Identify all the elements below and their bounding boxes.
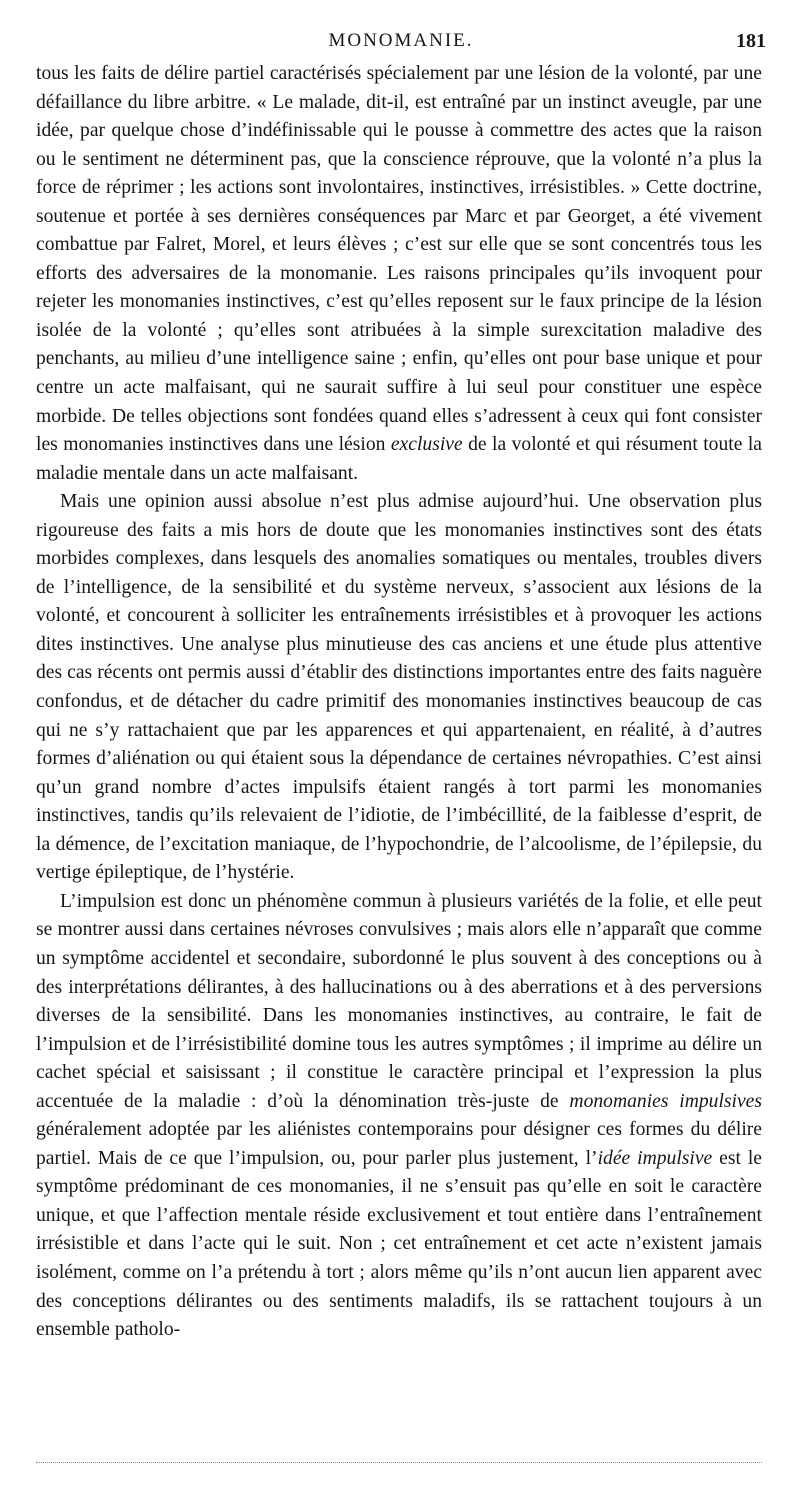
text-run: Mais une opinion aussi absolue n’est plus admise aujourd’hui. Une observation plus rigoureuse des faits a mis hors de doute que les monomanies instinctives sont des états morbides complexes, dans lesquels des anomalies somatiques ou mentales, troubles divers de l’intelligence, de la sensibilité et du système nerveux, s’associent aux lésions de la volonté, et concourent à solliciter les entraînements irrésistibles et à provoquer les actions dites instinctives. Une analyse plus minutieuse des cas anciens et une étude plus attentive des cas récents ont permis aussi d’établir des distinctions importantes entre des faits naguère confondus, et de détacher du cadre primitif des monomanies instinctives beaucoup de cas qui ne s’y rattachaient que par les apparences et qui appartenaient, en réalité, à d’autres formes d’aliénation ou qui étaient sous la dépendance de certaines névropathies. C’est ainsi qu’un grand nombre d’actes impulsifs étaient rangés à tort parmi les monomanies instinctives, tandis qu’ils relevaient de l’idiotie, de l’imbécillité, de la faiblesse d’esprit, de la démence, de l’excitation maniaque, de l’hypochondrie, de l’alcoolisme, de l’épilepsie, du vertige épileptique, de l’hystérie. [36, 491, 762, 884]
page-header [36, 30, 766, 56]
text-run: est le symptôme prédominant de ces monomanies, il ne s’ensuit pas qu’elle en soit le caractère unique, et que l’affection mentale réside exclusivement et tout entière dans l’entraînement irrésistible et dans l’acte qui le suit. Non ; cet entraînement et cet acte n’existent jamais isolément, comme on l’a prétendu à tort ; alors même qu’ils n’ont aucun lien apparent avec des conceptions délirantes ou des sentiments maladifs, ils se rattachent toujours à un ensemble patholo- [36, 1147, 762, 1341]
body-text [36, 60, 762, 1345]
running-title: MONOMANIE. [328, 30, 474, 51]
italic-run: idée impulsive [597, 1147, 713, 1169]
page-number: 181 [736, 30, 766, 52]
italic-run: monomanies impulsives [569, 1090, 762, 1112]
text-run: généralement adoptée par les aliénistes contemporains pour désigner ces formes du délire partiel. Mais de ce que l’impulsion, ou, pour parler plus justement, l’ [36, 1119, 762, 1169]
paragraph-1 [36, 60, 762, 488]
text-run: de la volonté et qui résument toute la maladie mentale dans un acte malfaisant. [36, 434, 762, 484]
paragraph-2 [36, 488, 762, 888]
italic-run: exclusive [390, 434, 463, 456]
paragraph-3 [36, 888, 762, 1345]
text-run: tous les faits de délire partiel caractérisés spécialement par une lésion de la volonté, par une défaillance du libre arbitre. « Le malade, dit-il, est entraîné par un instinct aveugle, par une idée, par quelque chose d’indéfinissable qui le pousse à commettre des actes que la raison ou le sentiment ne déterminent pas, que la conscience réprouve, que la volonté n’a plus la force de réprimer ; les actions sont involontaires, instinctives, irrésistibles. » Cette doctrine, soutenue et portée à ses dernières conséquences par Marc et par Georget, a été vivement combattue par Falret, Morel, et leurs élèves ; c’est sur elle que se sont concentrés tous les efforts des adversaires de la monomanie. Les raisons principales qu’ils invoquent pour rejeter les monomanies instinctives, c’est qu’elles reposent sur le faux principe de la lésion isolée de la volonté ; qu’elles sont atribuées à la simple surexcitation maladive des penchants, au milieu d’une intelligence saine ; enfin, qu’elles ont pour base unique et pour centre un acte malfaisant, qui ne saurait suffire à lui seul pour constituer une espèce morbide. De telles objections sont fondées quand elles s’adressent à ceux qui font consister les monomanies instinctives dans une lésion [36, 63, 762, 456]
footer-dotted-rule [36, 1462, 762, 1463]
text-run: L’impulsion est donc un phénomène commun à plusieurs variétés de la folie, et elle peut se montrer aussi dans certaines névroses convulsives ; mais alors elle n’apparaît que comme un symptôme accidentel et secondaire, subordonné le plus souvent à des conceptions ou à des interprétations délirantes, à des hallucinations ou à des aberrations et à des perversions diverses de la sensibilité. Dans les monomanies instinctives, au contraire, le fait de l’impulsion et de l’irrésistibilité domine tous les autres symptômes ; il imprime au délire un cachet spécial et saisissant ; il constitue le caractère principal et l’expression la plus accentuée de la maladie : d’où la dénomination très-juste de [36, 890, 762, 1112]
